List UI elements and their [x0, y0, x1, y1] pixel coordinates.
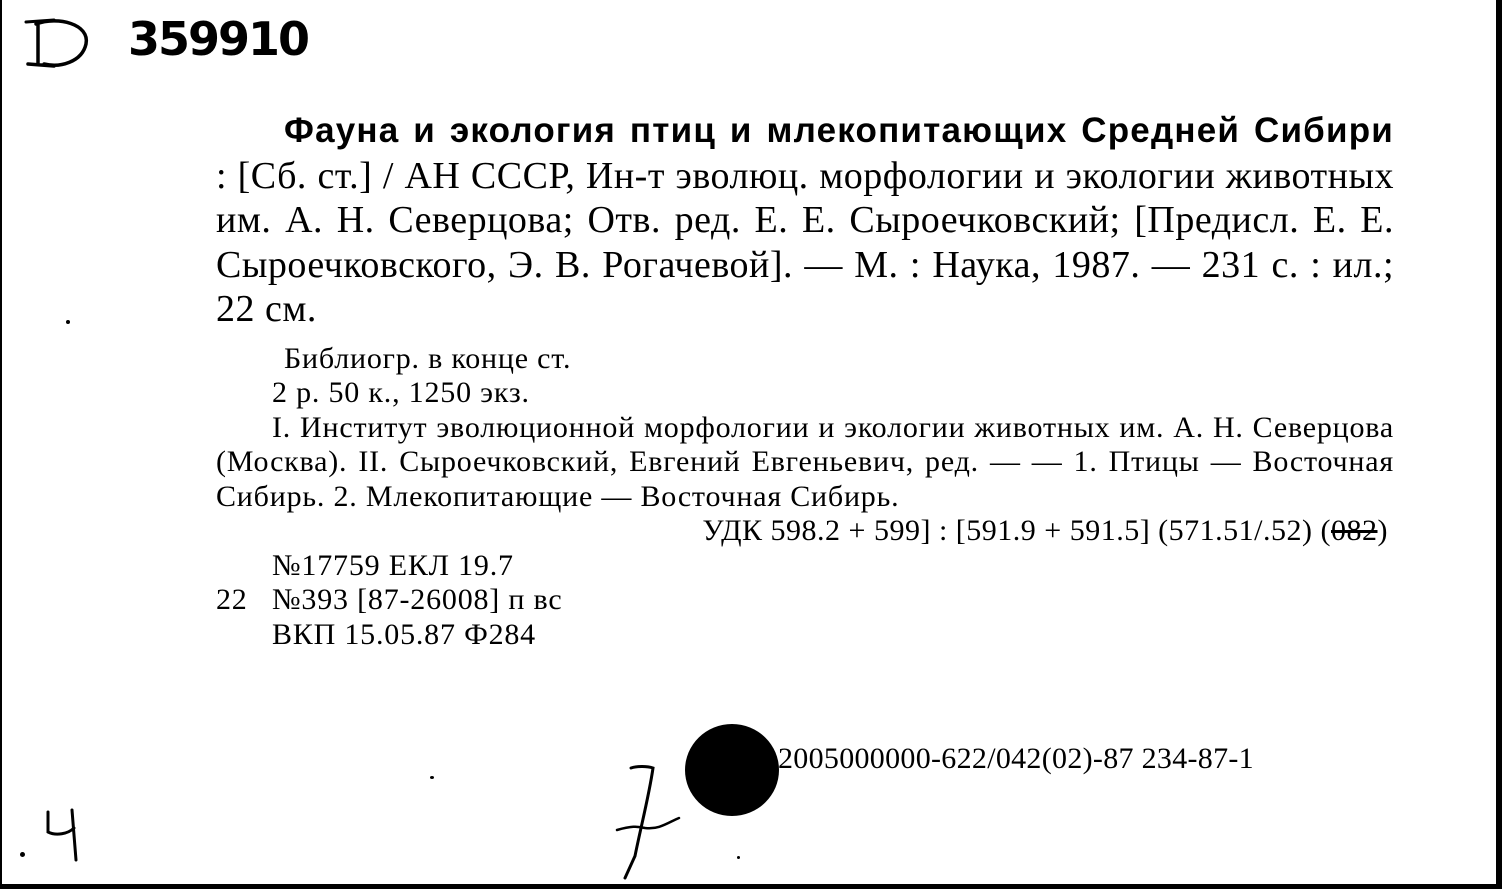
- book-title: Фауна и экология птиц и млекопитающих Средней Сибири: [284, 111, 1394, 150]
- notes: [216, 342, 1394, 411]
- speck: [66, 320, 70, 324]
- handwritten-call-letter: [24, 14, 100, 74]
- order-prefix: 22: [216, 583, 248, 616]
- handwritten-four: [42, 806, 92, 866]
- tracing: I. Институт эволюционной морфологии и экологии животных им. А. Н. Северцова (Москва). II. Сыроечковский, Евгений Евгеньевич, ред. — — 1. Птицы — Восточная Сибирь. 2. Млекопитающие — Восточная Сибирь.: [216, 410, 1394, 513]
- handwritten-seven: [607, 756, 687, 881]
- ink-blot: [682, 718, 782, 818]
- speck: [430, 776, 434, 779]
- bibliographic-entry: [216, 108, 1394, 652]
- call-number: 359910: [128, 12, 309, 66]
- udc-main: УДК 598.2 + 599] : [591.9 + 591.5] (571.51/.52) (: [702, 514, 1331, 547]
- udc-struck: 082: [1331, 514, 1378, 547]
- udc-classification: [216, 514, 1394, 549]
- note-bibliography: Библиогр. в конце ст.: [284, 341, 572, 375]
- speck: [20, 852, 25, 857]
- speck: [737, 856, 740, 859]
- note-price: 2 р. 50 к., 1250 экз.: [272, 376, 530, 409]
- isbn-code: 2005000000-622/042(02)-87 234-87-1: [778, 742, 1254, 775]
- line-number: №17759 ЕКЛ 19.7: [272, 548, 514, 582]
- description-rest: : [Сб. ст.] / АН СССР, Ин-т эволюц. морфологии и экологии животных им. А. Н. Северцова; Отв. ред. Е. Е. Сыроечковский; [Предисл. Е. Е. Сыроечковского, Э. В. Рогачевой]. — М. : Наука, 1987. — 231 с. : ил.; 22 см.: [216, 154, 1394, 330]
- line-vkp: ВКП 15.05.87 Ф284: [272, 617, 536, 651]
- line-order: 22 №393 [87-26008] п вс: [216, 583, 563, 616]
- main-description: [216, 108, 1394, 332]
- udc-close: ): [1377, 514, 1388, 547]
